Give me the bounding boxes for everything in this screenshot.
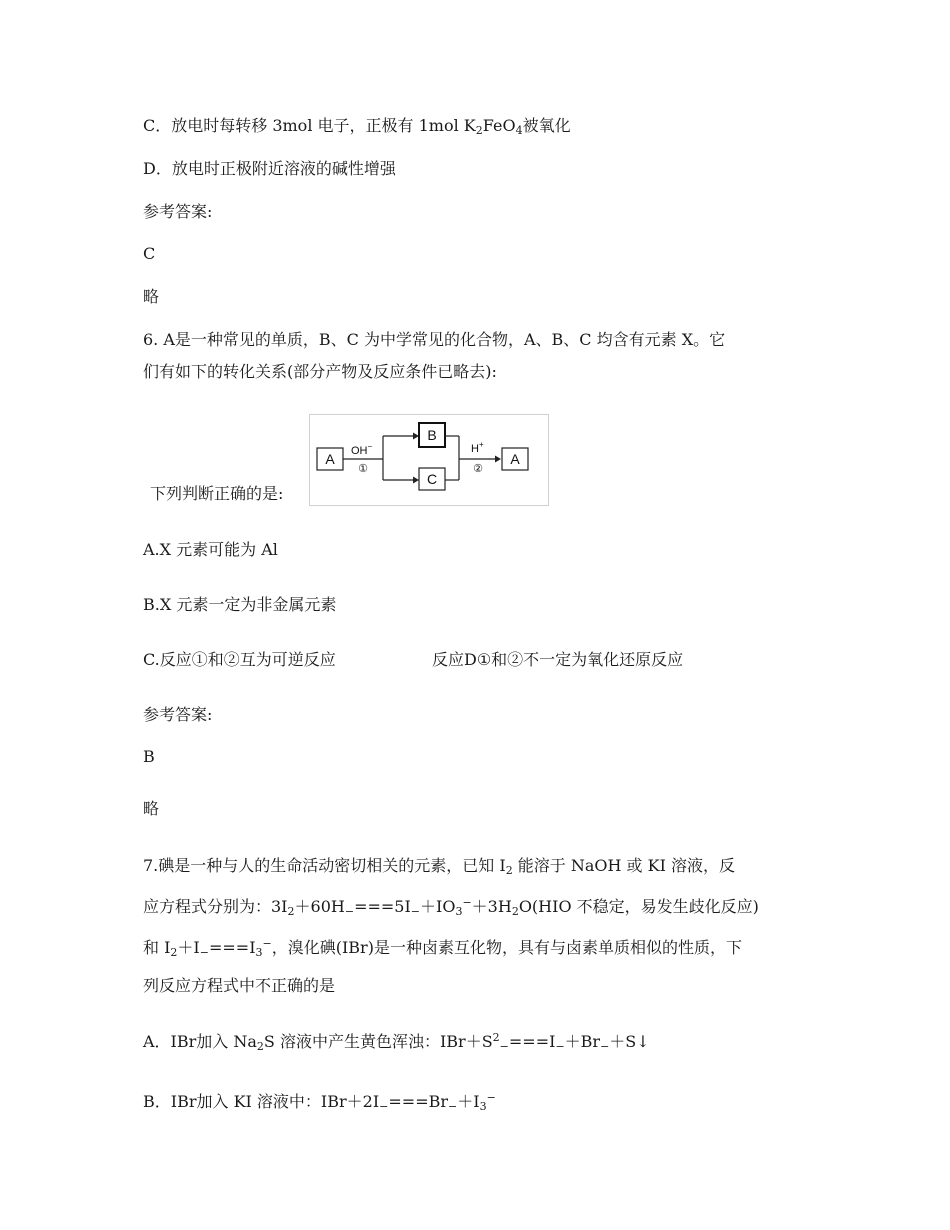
reagent-oh: OH− [351,442,373,457]
q7-stem-line3: 和 $I_2+I_-===I_3^-$，溴化碘(IBr)是一种卤素互化物，具有与卤素单质相似的性质，下 [143,937,742,959]
box-a-left-label: A [325,451,335,467]
q7-stem-line1: 7.碘是一种与人的生命活动密切相关的元素，已知 $I_2$ 能溶于 NaOH 或 KI 溶液，反 [143,856,736,877]
q5-option-c: C．放电时每转移 3mol 电子，正极有 1mol $K_2FeO_4$被氧化 [143,116,571,137]
q6-answer-label: 参考答案: [143,705,213,724]
q6-answer: B [143,747,155,766]
q6-transformation-diagram [309,414,549,506]
reagent-h: H+ [471,440,484,455]
q5-answer: C [143,244,156,263]
q6-diagram-caption: 下列判断正确的是: [150,484,284,503]
q7-option-a: A．IBr加入 $Na_2S$ 溶液中产生黄色浑浊：$IBr+S^2_-===I_-+Br_-+S↓$ [143,1031,650,1053]
q6-stem-line1: 6. A是一种常见的单质，B、C 为中学常见的化合物，A、B、C 均含有元素 X。它 [143,330,726,349]
q7-stem-line4: 列反应方程式中不正确的是 [143,976,336,995]
q6-option-a: A.X 元素可能为 Al [143,540,278,559]
q6-option-c: C.反应①和②互为可逆反应 [143,650,336,669]
q6-note: 略 [143,799,160,818]
q5-answer-label: 参考答案: [143,202,213,221]
q5-note: 略 [143,287,160,306]
q5-option-d: D．放电时正极附近溶液的碱性增强 [143,159,396,178]
box-c-label: C [426,471,438,487]
box-a-right-label: A [510,451,520,467]
q6-option-b: B.X 元素一定为非金属元素 [143,595,337,614]
step-1-label: ① [358,463,368,475]
q6-option-d: 反应D①和②不一定为氧化还原反应 [432,650,684,669]
q7-stem-line2: 应方程式分别为：$3I_2+60H_-===5I_-+IO_3^-+3H_2O(HIO$ 不稳定，易发生歧化反应) [143,896,759,918]
q7-option-b: B．IBr加入 KI 溶液中：$IBr+2I_-===Br_-+I_3^-$ [143,1091,496,1113]
q6-stem-line2: 们有如下的转化关系(部分产物及反应条件已略去): [143,362,497,381]
step-2-label: ② [473,463,483,475]
box-b-label: B [427,427,437,443]
